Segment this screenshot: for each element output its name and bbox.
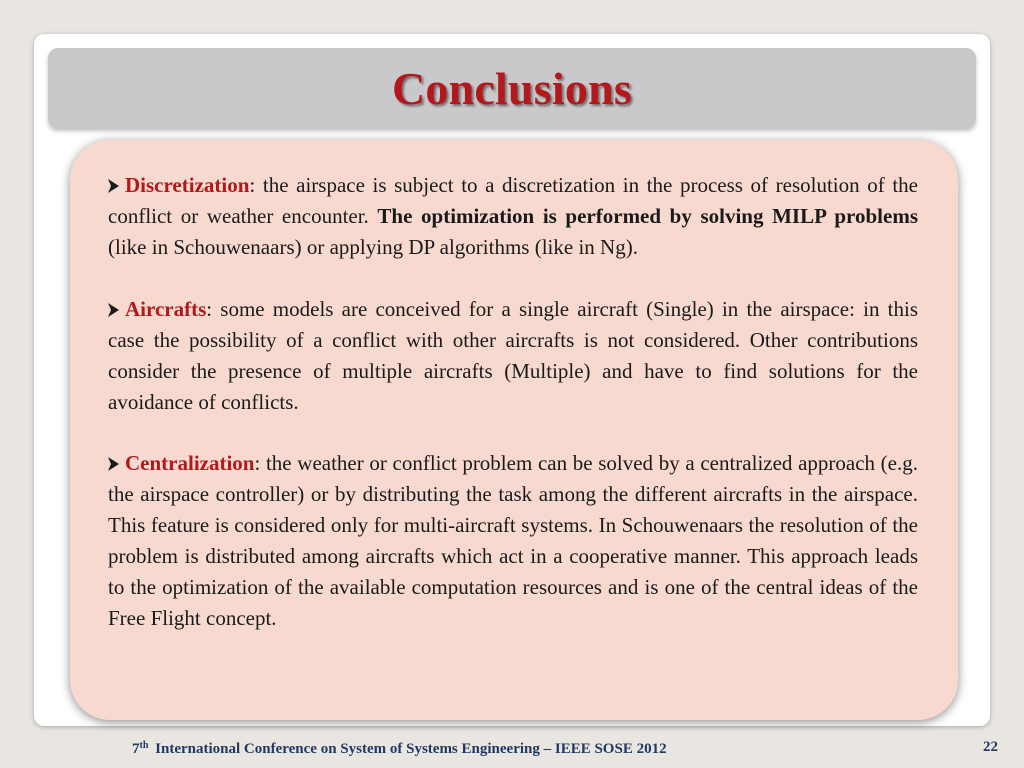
arrow-bullet-icon xyxy=(108,179,119,193)
bullet-text: : some models are conceived for a single aircraft (Single) in the airspace: in this case the possibility of a conflict with other aircrafts is not considered. Other contributions consider the presence of multiple aircrafts (Multiple) and have to find solutions for the avoidance of conflicts. xyxy=(108,296,918,414)
content-box xyxy=(70,140,958,720)
bullet-text: : the weather or conflict problem can be solved by a centralized approach (e.g. the airspace controller) or by distributing the task among the different aircrafts in the airspace. This feature is considered only for multi-aircraft systems. In Schouwenaars the resolution of the problem is distributed among aircrafts which act in a cooperative manner. This approach leads to the optimization of the available computation resources and is one of the central ideas of the Free Flight concept. xyxy=(108,451,918,630)
arrow-bullet-icon xyxy=(108,457,119,471)
bullet-bold-text: The optimization is performed by solving MILP problems xyxy=(377,204,919,228)
bullet-term: Discretization xyxy=(125,173,250,197)
bullet-list xyxy=(108,170,918,665)
footer-conference-name: International Conference on System of Systems Engineering – IEEE SOSE 2012 xyxy=(155,741,667,757)
bullet-term: Aircrafts xyxy=(125,296,207,321)
arrow-bullet-icon xyxy=(108,303,119,317)
bullet-discretization xyxy=(108,170,918,263)
bullet-text: (like in Schouwenaars) or applying DP algorithms (like in Ng). xyxy=(108,235,638,259)
footer-conference xyxy=(132,740,892,758)
bullet-centralization xyxy=(108,448,918,634)
title-bar xyxy=(48,48,976,128)
bullet-text: : the airspace is subject to a discretization in the process of resolution of the conflict or weather encounter. xyxy=(108,173,918,228)
bullet-aircrafts xyxy=(108,294,918,418)
footer-edition: 7 xyxy=(132,741,140,757)
bullet-term: Centralization xyxy=(125,451,255,475)
footer-ordinal: th xyxy=(139,740,149,751)
slide-title: Conclusions xyxy=(392,62,632,114)
page-number: 22 xyxy=(983,739,998,755)
